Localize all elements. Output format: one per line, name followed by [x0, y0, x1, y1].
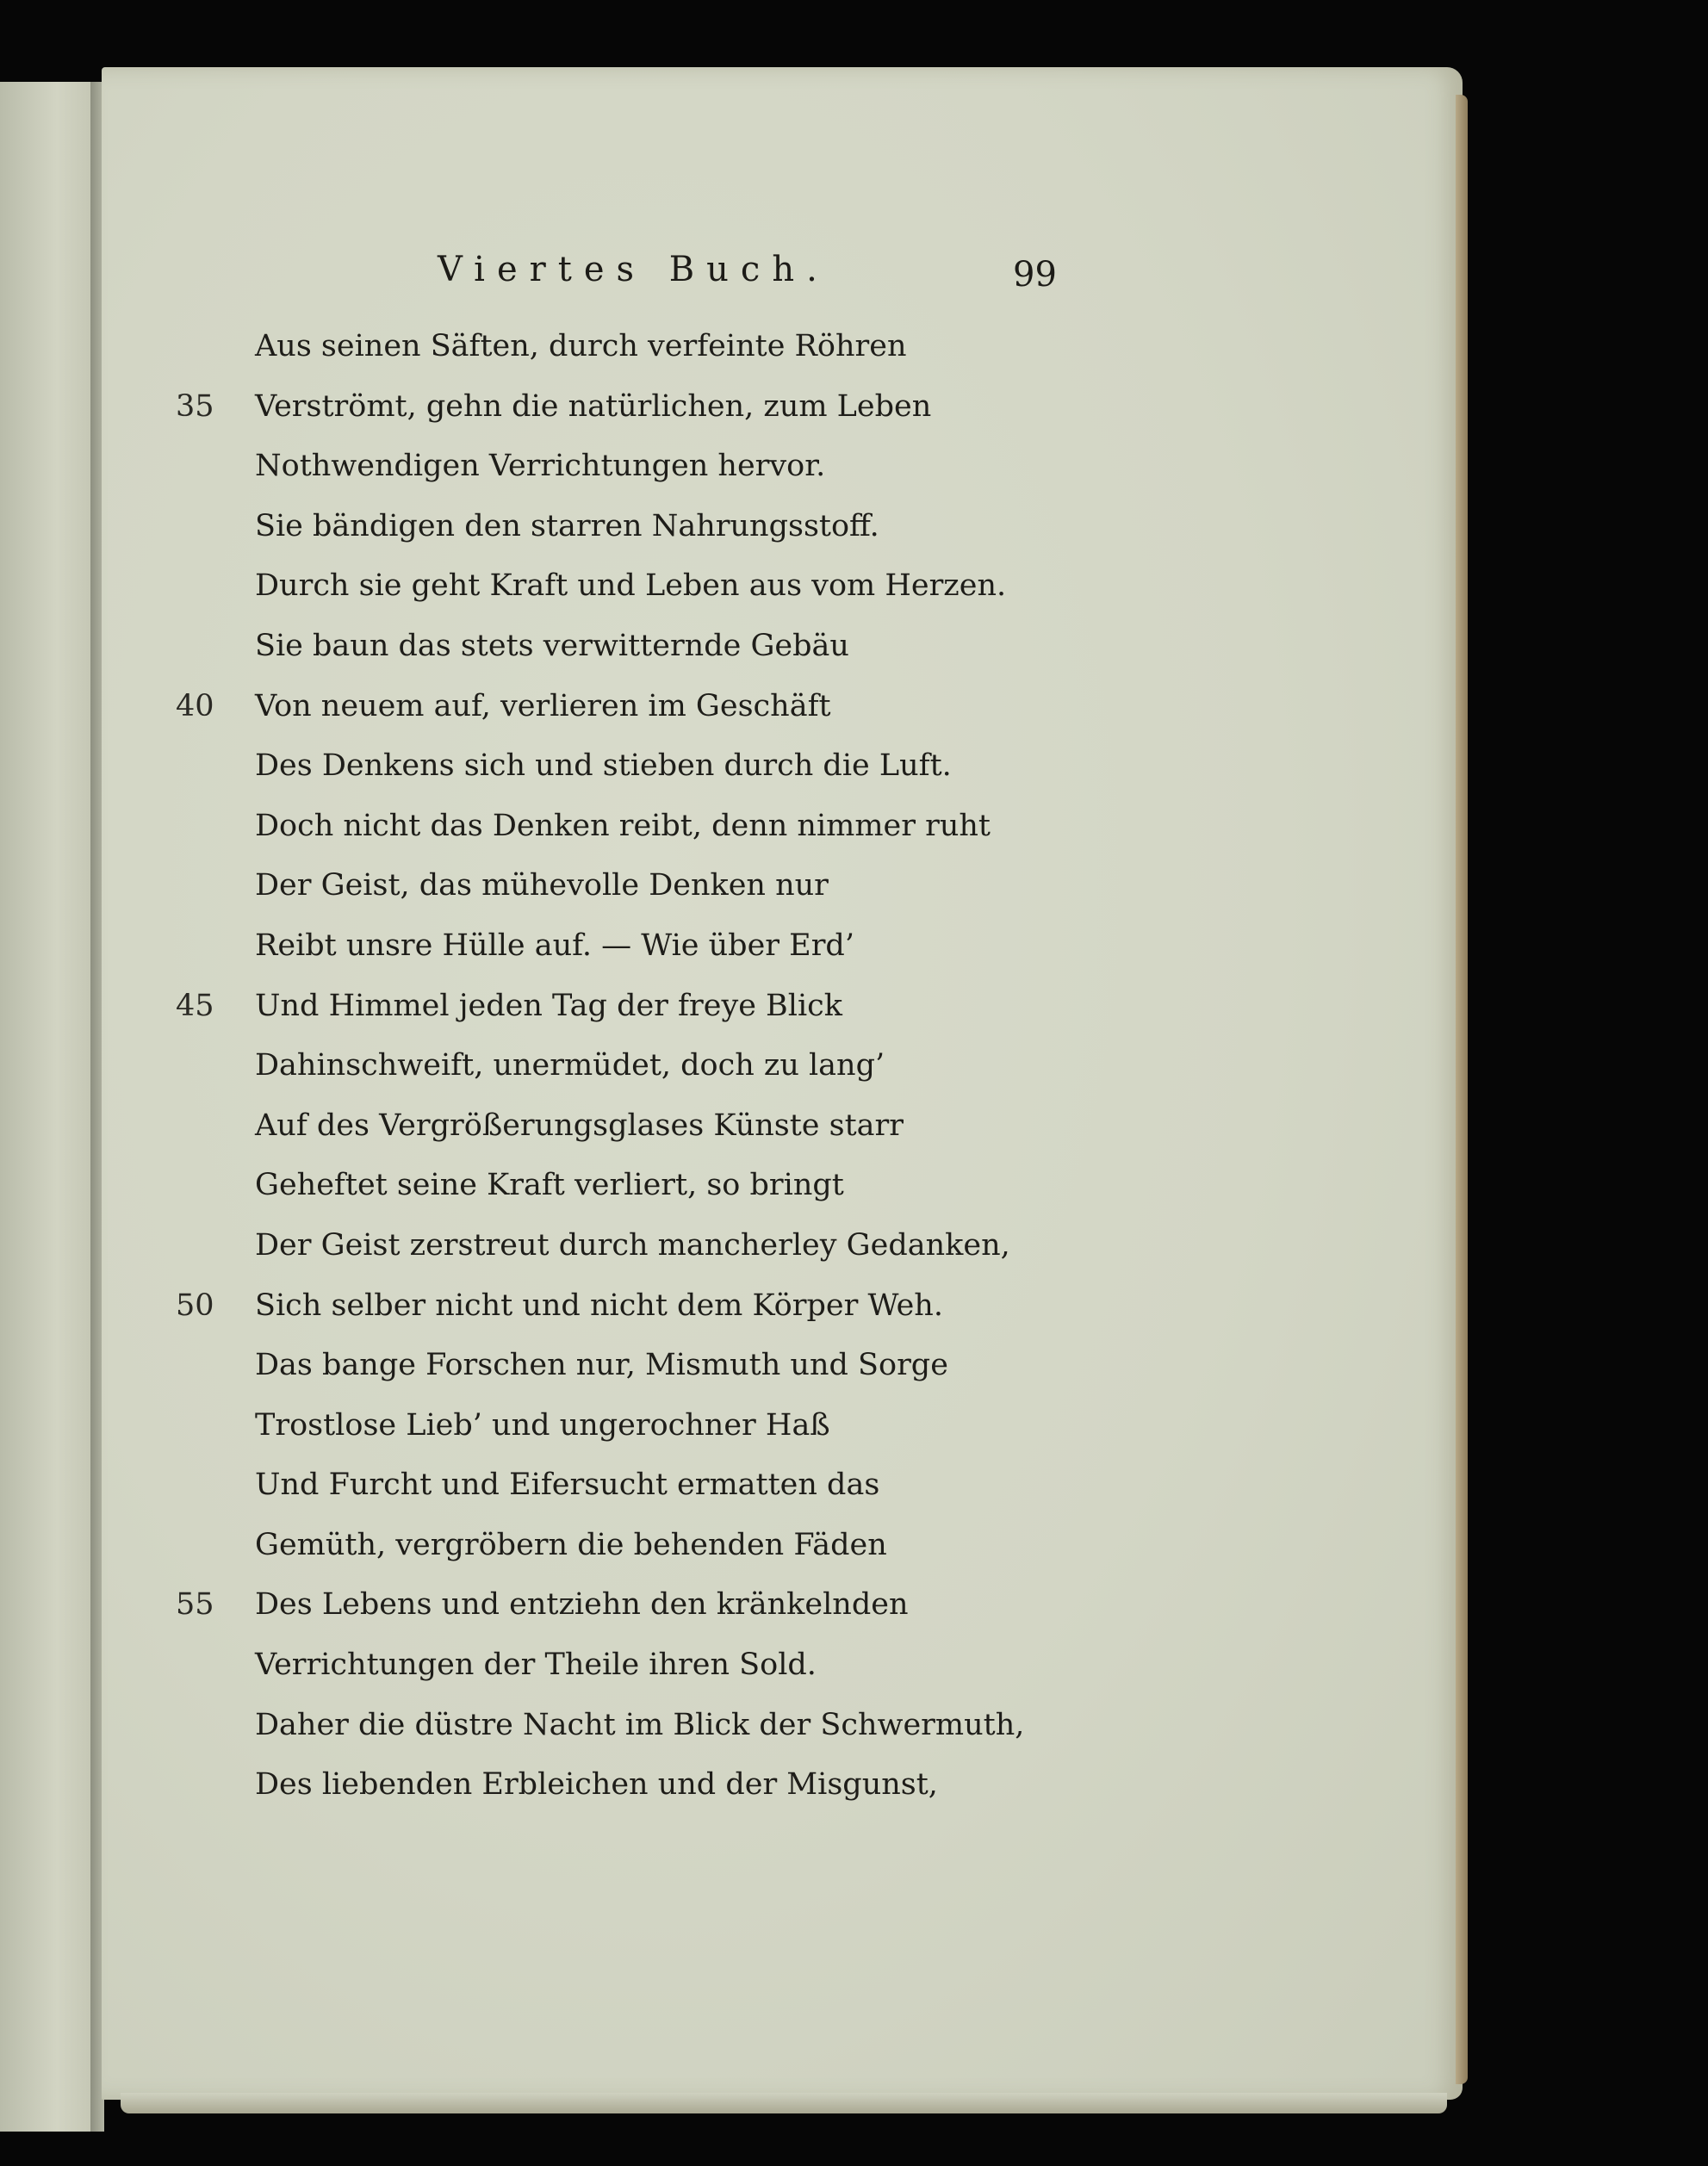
verse-line	[255, 856, 1024, 916]
verse-line	[255, 1696, 1024, 1756]
verse-line	[255, 1096, 1024, 1157]
line-text: Verströmt, gehn die natürlichen, zum Leben	[255, 388, 932, 424]
line-text: Sich selber nicht und nicht dem Körper Weh.	[255, 1288, 943, 1323]
verse-line	[255, 1396, 1024, 1456]
verse-line	[255, 556, 1024, 617]
verse-line	[255, 1216, 1024, 1276]
verse-line	[255, 497, 1024, 557]
verse-line	[255, 437, 1024, 497]
line-text: Sie bändigen den starren Nahrungsstoff.	[255, 508, 879, 543]
verse-block	[176, 317, 1025, 1815]
line-text: Durch sie geht Kraft und Leben aus vom Herzen.	[255, 568, 1007, 604]
line-number: 50	[176, 1288, 214, 1323]
line-text: Sie baun das stets verwitternde Gebäu	[255, 628, 849, 663]
verse-line	[176, 1575, 1024, 1635]
verse-line	[255, 1635, 1024, 1696]
line-text: Aus seinen Säften, durch verfeinte Röhren	[255, 329, 907, 363]
left-page-edge	[0, 82, 96, 2132]
verse-line	[255, 1156, 1024, 1216]
verse-line	[255, 916, 1024, 977]
line-text: Auf des Vergrößerungsglases Künste starr	[255, 1108, 904, 1143]
line-text: Verrichtungen der Theile ihren Sold.	[255, 1648, 817, 1683]
line-text: Der Geist, das mühevolle Denken nur	[255, 868, 829, 903]
verse-line	[176, 977, 1024, 1037]
verse-line	[255, 1036, 1024, 1096]
page-fore-edge	[1456, 95, 1468, 2084]
verse-line	[255, 317, 1024, 377]
line-text: Und Himmel jeden Tag der freye Blick	[255, 988, 842, 1023]
line-text: Des Lebens und entziehn den kränkelnden	[255, 1587, 909, 1623]
verse-line	[255, 1755, 1024, 1815]
page-number: 99	[1013, 255, 1057, 295]
line-text: Des liebenden Erbleichen und der Misgunst,	[255, 1767, 938, 1803]
verse-line	[176, 677, 1024, 737]
page-bottom-edge	[121, 2093, 1447, 2113]
line-text: Der Geist zerstreut durch mancherley Gedanken,	[255, 1227, 1010, 1263]
running-head: Viertes Buch.	[438, 250, 829, 289]
line-text: Und Furcht und Eifersucht ermatten das	[255, 1468, 880, 1503]
verse-line	[176, 1276, 1024, 1337]
line-text: Reibt unsre Hülle auf. — Wie über Erd’	[255, 928, 854, 963]
line-number: 45	[176, 988, 214, 1023]
line-text: Des Denkens sich und stieben durch die Luft.	[255, 748, 952, 784]
line-number: 40	[176, 688, 214, 723]
line-text: Nothwendigen Verrichtungen hervor.	[255, 449, 826, 484]
verse-line	[255, 1336, 1024, 1396]
line-text: Das bange Forschen nur, Mismuth und Sorge	[255, 1348, 948, 1383]
line-text: Geheftet seine Kraft verliert, so bringt	[255, 1168, 844, 1203]
verse-line	[255, 1455, 1024, 1516]
verse-line	[255, 617, 1024, 677]
line-text: Trostlose Lieb’ und ungerochner Haß	[255, 1407, 830, 1443]
verse-line	[255, 736, 1024, 797]
verse-line	[255, 1516, 1024, 1576]
line-text: Daher die düstre Nacht im Blick der Schwermuth,	[255, 1707, 1025, 1742]
line-number: 35	[176, 388, 214, 424]
verse-line	[176, 377, 1024, 438]
verse-line	[255, 797, 1024, 857]
line-text: Gemüth, vergröbern die behenden Fäden	[255, 1527, 887, 1562]
line-text: Dahinschweift, unermüdet, doch zu lang’	[255, 1048, 885, 1083]
line-text: Von neuem auf, verlieren im Geschäft	[255, 688, 831, 723]
line-text: Doch nicht das Denken reibt, denn nimmer ruht	[255, 808, 991, 843]
line-number: 55	[176, 1587, 214, 1623]
